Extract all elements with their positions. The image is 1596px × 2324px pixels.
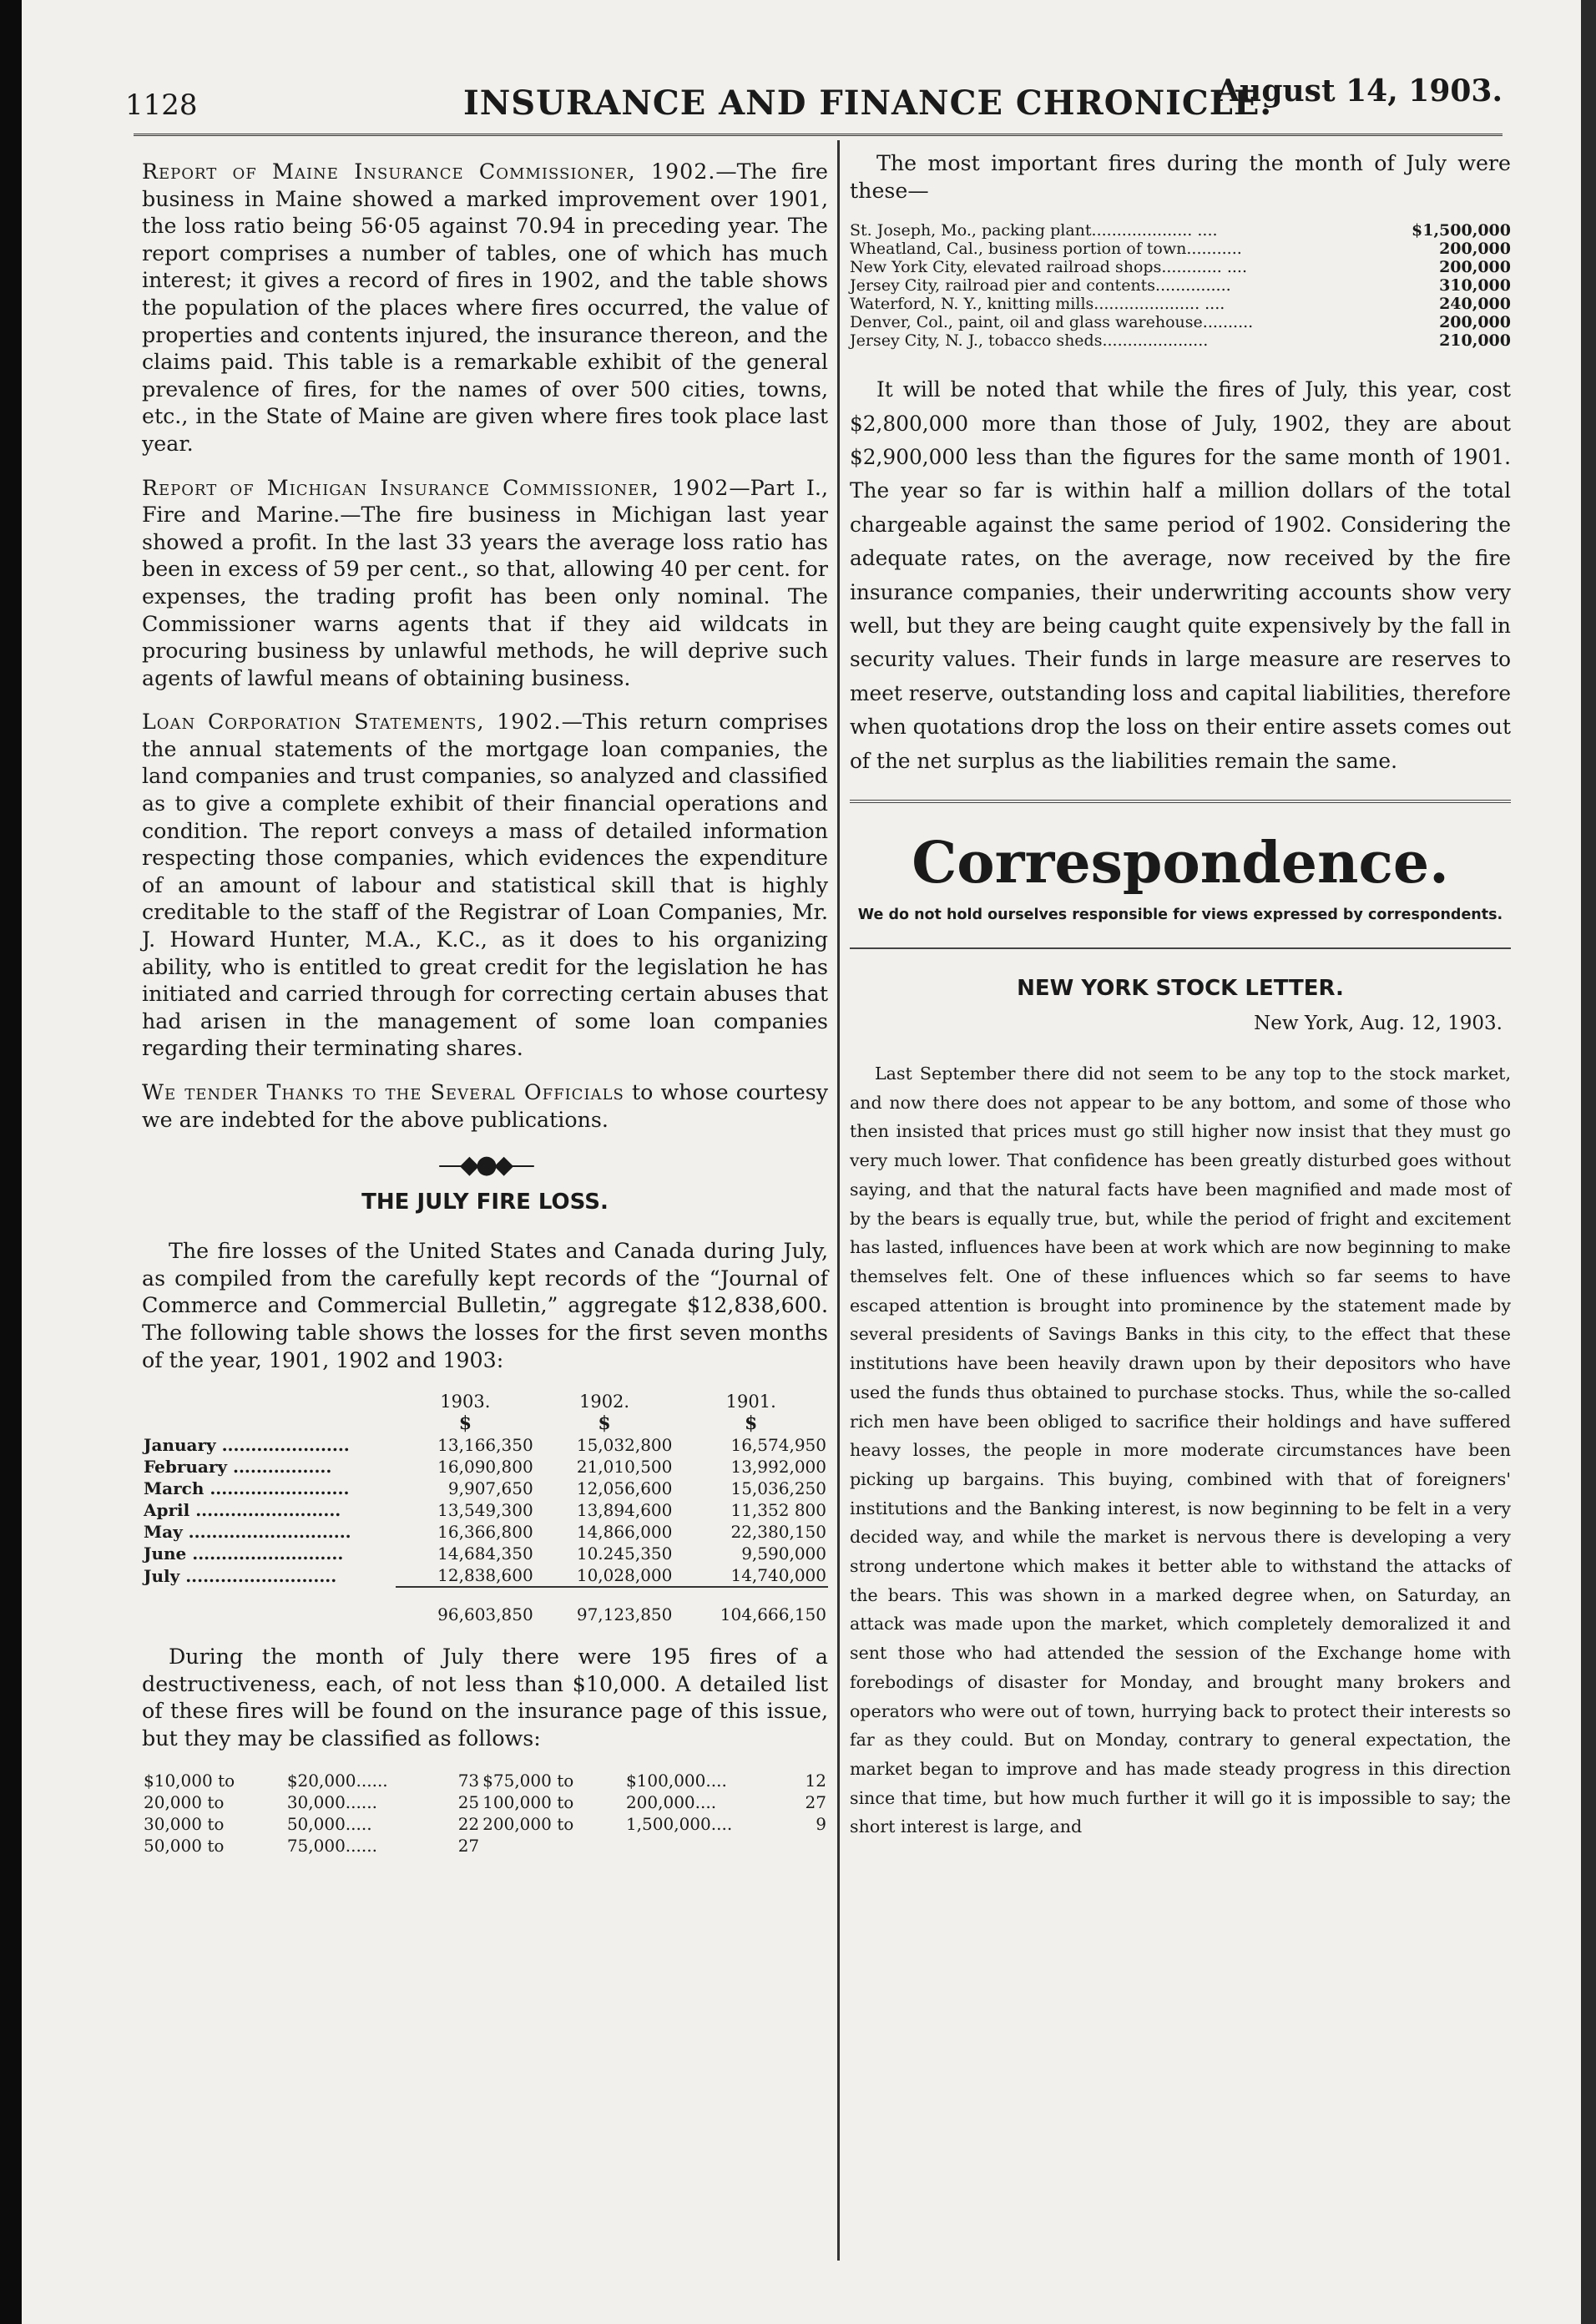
issue-date: August 14, 1903.	[1216, 73, 1503, 109]
month-label: July ..........................	[144, 1565, 337, 1586]
left-column	[142, 159, 828, 1857]
page-header	[125, 73, 1503, 124]
important-fires-list	[850, 221, 1511, 350]
fire-place: Jersey City, railroad pier and contents...............	[850, 276, 1231, 296]
list-item	[850, 276, 1511, 295]
value-1901: 22,380,150	[730, 1522, 826, 1543]
fire-count: 22	[457, 1813, 480, 1834]
currency-sign: $	[745, 1412, 758, 1435]
value-1902: 12,056,600	[576, 1478, 673, 1499]
range-from: 30,000 to	[144, 1813, 225, 1834]
currency-sign: $	[598, 1412, 611, 1435]
fires-commentary: It will be noted that while the fires of July, this year, cost $2,800,000 more than those of July, 1902, they are about $2,900,000 less than the figures for the same month of 1901. The year so far is within half a million dollars of the total chargeable against the same period of 1902. Considering the adequate rates, on the average, now received by the fire insurance companies, their underwriting accounts show very well, but they are being caught quite expensively by the fall in security values. Their funds in large measure are reserves to meet reserve, outstanding loss and capital liabilities, therefore when quotations drop the loss on their entire assets comes out of the net surplus as the liabilities remain the same.	[850, 377, 1511, 773]
scan-border-left	[0, 0, 22, 2324]
july-fire-count: During the month of July there were 195 fires of a destructiveness, each, of not less than $10,000. A detailed list of these fires will be found on the insurance page of this issue, but they may be classified as follows:	[142, 1644, 828, 1751]
value-1902: 13,894,600	[576, 1500, 673, 1521]
range-to: $20,000......	[286, 1770, 388, 1791]
total-1901: 104,666,150	[674, 1587, 828, 1625]
value-1901: 14,740,000	[730, 1565, 826, 1586]
july-fire-loss-heading: THE JULY FIRE LOSS.	[361, 1190, 609, 1215]
fire-count: 73	[457, 1770, 480, 1791]
table-row	[142, 1543, 828, 1564]
fire-place: Wheatland, Cal., business portion of town...........	[850, 240, 1242, 259]
range-from: 100,000 to	[482, 1791, 574, 1812]
table-row	[142, 1434, 828, 1456]
month-label: February .................	[144, 1457, 332, 1478]
correspondence-disclaimer: We do not hold ourselves responsible for views expressed by correspondents.	[857, 907, 1503, 924]
month-label: April .........................	[144, 1500, 341, 1521]
fire-loss-table	[142, 1391, 828, 1625]
range-from: $10,000 to	[144, 1770, 235, 1791]
michigan-report-body: —Part I., Fire and Marine.—The fire business in Michigan last year showed a profit. In the last 33 years the average loss ratio has been in excess of 59 per cent., so that, allowing 40 per cent. for expenses, the trading profit has been only nominal. The Commissioner warns agents that if they aid wildcats in procuring business by unlawful methods, he will deprive such agents of lawful means of obtaining business.	[142, 475, 828, 690]
fire-amount: 200,000	[1439, 240, 1511, 259]
range-to: 200,000....	[625, 1791, 717, 1812]
value-1901: 11,352 800	[730, 1500, 826, 1521]
fire-place: Waterford, N. Y., knitting mills..................... ....	[850, 295, 1225, 314]
fire-amount: 310,000	[1439, 276, 1511, 296]
value-1901: 9,590,000	[741, 1543, 826, 1564]
fire-count: 25	[457, 1791, 480, 1812]
maine-report-body: —The fire business in Maine showed a marked improvement over 1901, the loss ratio being 56·05 against 70.94 in preceding year. The report comprises a number of tables, one of which has much interest; it gives a record of fires in 1902, and the table shows the population of the places where fires occurred, the value of properties and contents injured, the insurance thereon, and the claims paid. This table is a remarkable exhibit of the general prevalence of fires, for the names of over 500 cities, towns, etc., in the State of Maine are given where fires took place last year.	[142, 159, 828, 456]
value-1903: 13,166,350	[437, 1435, 533, 1456]
value-1902: 15,032,800	[576, 1435, 673, 1456]
range-to: 75,000......	[286, 1835, 377, 1856]
thanks-note-lead: We tender Thanks to the Several Officials	[142, 1080, 624, 1104]
fire-place: Jersey City, N. J., tobacco sheds.....................	[850, 331, 1209, 351]
range-to: 50,000.....	[286, 1813, 372, 1834]
right-column	[850, 150, 1511, 1842]
list-item	[850, 295, 1511, 313]
section-rule	[850, 947, 1511, 949]
july-fire-loss-intro: The fire losses of the United States and Canada during July, as compiled from the carefully kept records of the “Journal of Commerce and Commercial Bulletin,” aggregate $12,838,600. The following table shows the losses for the first seven months of the year, 1901, 1902 and 1903:	[142, 1239, 828, 1372]
range-from: $75,000 to	[482, 1770, 574, 1791]
list-item	[850, 331, 1511, 350]
list-item	[850, 313, 1511, 331]
table-row	[142, 1499, 828, 1521]
correspondence-heading: Correspondence.	[912, 830, 1449, 897]
month-label: March ........................	[144, 1478, 350, 1499]
range-from: 200,000 to	[482, 1813, 574, 1834]
currency-sign: $	[458, 1412, 472, 1435]
fire-place: Denver, Col., paint, oil and glass warehouse..........	[850, 313, 1254, 332]
table-row	[142, 1478, 828, 1499]
list-item	[850, 221, 1511, 240]
value-1902: 10,028,000	[576, 1565, 673, 1586]
value-1903: 14,684,350	[437, 1543, 533, 1564]
fire-count: 9	[816, 1813, 826, 1834]
table-row	[142, 1835, 828, 1857]
stock-letter-dateline: New York, Aug. 12, 1903.	[1254, 1013, 1503, 1035]
table-row	[142, 1770, 828, 1791]
header-rule	[134, 134, 1503, 136]
stock-letter-heading: NEW YORK STOCK LETTER.	[1017, 976, 1344, 1002]
table-row	[142, 1564, 828, 1587]
total-1902: 97,123,850	[535, 1587, 674, 1625]
thanks-note-body: to whose courtesy we are indebted for the above publications.	[142, 1080, 828, 1132]
fire-class-table	[142, 1770, 828, 1857]
value-1901: 13,992,000	[730, 1457, 826, 1478]
month-label: January ......................	[144, 1435, 350, 1456]
col-year-1902: 1902.	[578, 1392, 630, 1412]
column-divider	[837, 140, 840, 2261]
table-row	[142, 1813, 828, 1835]
value-1902: 10.245,350	[576, 1543, 673, 1564]
loan-statements	[142, 709, 828, 1063]
fire-place: St. Joseph, Mo., packing plant.................... ....	[850, 221, 1218, 240]
thanks-note	[142, 1079, 828, 1134]
range-from: 20,000 to	[144, 1791, 225, 1812]
fire-amount: 210,000	[1439, 331, 1511, 351]
maine-report	[142, 159, 828, 458]
list-item	[850, 258, 1511, 276]
list-item	[850, 240, 1511, 258]
section-rule	[850, 800, 1511, 803]
value-1903: 9,907,650	[447, 1478, 533, 1499]
col-year-1901: 1901.	[725, 1392, 776, 1412]
table-currency-row	[142, 1412, 828, 1434]
totals-row	[142, 1587, 828, 1625]
fire-count: 27	[457, 1835, 480, 1856]
section-ornament: —◆●◆—	[437, 1150, 533, 1180]
fire-place: New York City, elevated railroad shops............ ....	[850, 258, 1248, 277]
month-label: May ............................	[144, 1522, 351, 1543]
table-row	[142, 1456, 828, 1478]
range-to: $100,000....	[625, 1770, 727, 1791]
michigan-report	[142, 475, 828, 693]
fire-amount: 200,000	[1439, 313, 1511, 332]
publication-title: INSURANCE AND FINANCE CHRONICLE.	[463, 83, 1273, 123]
value-1901: 15,036,250	[730, 1478, 826, 1499]
fire-amount: $1,500,000	[1412, 221, 1511, 240]
fire-amount: 240,000	[1439, 295, 1511, 314]
total-1903: 96,603,850	[396, 1587, 535, 1625]
fire-count: 12	[805, 1770, 826, 1791]
value-1902: 21,010,500	[576, 1457, 673, 1478]
range-from: 50,000 to	[144, 1835, 225, 1856]
value-1902: 14,866,000	[576, 1522, 673, 1543]
maine-report-lead: Report of Maine Insurance Commissioner, 1902.	[142, 159, 716, 184]
stock-letter-body: Last September there did not seem to be any top to the stock market, and now there does not appear to be any bottom, and some of those who then insisted that prices must go still higher now insist that they must go very much lower. That confidence has been greatly disturbed goes without saying, and that the natural facts have been magnified and made most of by the bears is equally true, but, while the period of fright and excitement has lasted, influences have been at work which are now beginning to make themselves felt. One of these influences which so far seems to have escaped attention is brought into prominence by the statement made by several presidents of Savings Banks in this city, to the effect that these institutions have been heavily drawn upon by their depositors who have used the funds thus obtained to purchase stocks. Thus, while the so-called rich men have been obliged to sacrifice their holdings and have suffered heavy losses, the people in more moderate circumstances have been picking up bargains. This buying, combined with that of foreigners' institutions and the Banking interest, is now beginning to be felt in a very decided way, and while the market is nervous there is developing a very strong undertone which makes it better able to withstand the attacks of the bears. This was shown in a marked degree when, on Saturday, an attack was made upon the market, which completely demoralized it and sent those who had attended the session of the Exchange home with forebodings of disaster for Monday, and brought many brokers and operators who were out of town, hurrying back to protect their interests so far as they could. But on Monday, contrary to general expectation, the market began to improve and has made steady progress in this direction since that time, but how much further it will go it is impossible to say; the short interest is large, and	[850, 1063, 1511, 1837]
michigan-report-lead: Report of Michigan Insurance Commissioner, 1902	[142, 475, 730, 500]
loan-statements-body: —This return comprises the annual statements of the mortgage loan companies, the land companies and trust companies, so analyzed and classified as to give a complete exhibit of their financial operations and condition. The report conveys a mass of detailed information respecting those companies, which evidences the expenditure of an amount of labour and statistical skill that is highly creditable to the staff of the Registrar of Loan Companies, Mr. J. Howard Hunter, M.A., K.C., as it does to his organizing ability, who is entitled to great credit for the legislation he has initiated and carried through for correcting certain abuses that had arisen in the management of some loan companies regarding their terminating shares.	[142, 710, 828, 1061]
table-row	[142, 1791, 828, 1813]
value-1903: 12,838,600	[437, 1565, 533, 1586]
fires-intro: The most important fires during the month of July were these—	[850, 151, 1511, 203]
value-1903: 13,549,300	[437, 1500, 533, 1521]
value-1901: 16,574,950	[730, 1435, 826, 1456]
table-row	[142, 1521, 828, 1543]
value-1903: 16,366,800	[437, 1522, 533, 1543]
scan-border-right	[1581, 0, 1596, 2324]
value-1903: 16,090,800	[437, 1457, 533, 1478]
range-to: 30,000......	[286, 1791, 377, 1812]
fire-amount: 200,000	[1439, 258, 1511, 277]
table-header-row	[142, 1391, 828, 1412]
page-number: 1128	[125, 88, 198, 122]
col-year-1903: 1903.	[440, 1392, 491, 1412]
fire-count: 27	[805, 1791, 826, 1812]
loan-statements-lead: Loan Corporation Statements, 1902.	[142, 710, 562, 735]
range-to: 1,500,000....	[625, 1813, 733, 1834]
month-label: June ..........................	[144, 1543, 344, 1564]
